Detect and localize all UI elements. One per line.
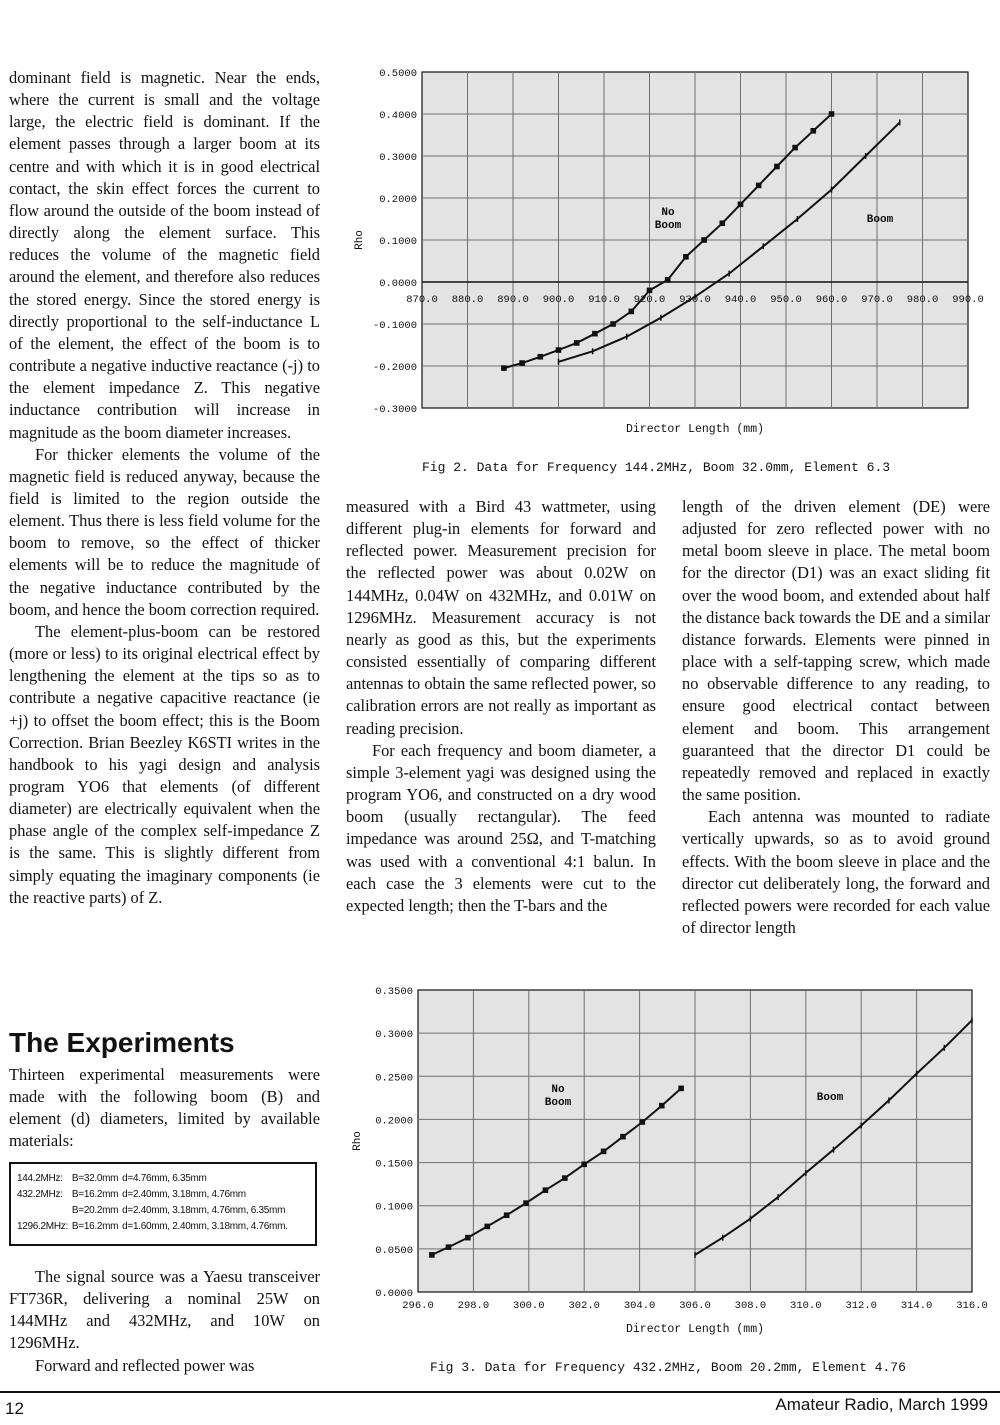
data-point <box>581 1161 587 1167</box>
x-tick-label: 900.0 <box>542 294 575 306</box>
x-tick-label: 970.0 <box>861 294 893 306</box>
table-cell: d=2.40mm, 3.18mm, 4.76mm, 6.35mm <box>122 1205 286 1216</box>
series-label: No Boom <box>654 207 682 232</box>
data-point <box>647 288 653 294</box>
measurement-table <box>17 1173 292 1237</box>
data-point <box>519 360 525 366</box>
paragraph: Thirteen experimental measurements were made with the following boom (B) and element (d) diameters, limited by available materials: <box>9 1065 320 1151</box>
y-tick-label: 0.3500 <box>375 986 413 998</box>
data-point <box>811 128 817 134</box>
figure-3-caption: Fig 3. Data for Frequency 432.2MHz, Boom 20.2mm, Element 4.76 <box>430 1360 906 1375</box>
data-point <box>610 321 616 327</box>
section-heading: The Experiments <box>9 1027 235 1058</box>
paragraph: dominant field is magnetic. Near the ends, where the current is small and the voltage large, the electric field is dominant. If the element passes through a larger boom at its centre and with which it is in good electrical contact, the skin effect forces the current to flow around the outside of the boom instead of directly along the element surface. This reduces the volume of the magnetic field around the element, and therefore also reduces the stored energy. Since the stored energy is directly proportional to the self-inductance L of the element, the effect of the boom is to contribute a negative inductive reactance (-j) to the element impedance Z. This negative inductance contribution will increase in magnitude as the boom diameter increases. <box>9 68 320 442</box>
data-point <box>504 1212 510 1218</box>
y-tick-label: 0.1500 <box>375 1158 413 1171</box>
table-row <box>17 1173 292 1189</box>
x-tick-label: 304.0 <box>623 1300 656 1312</box>
series-label: Boom <box>816 1092 844 1104</box>
data-point <box>429 1252 435 1258</box>
data-point <box>556 347 562 353</box>
table-cell: 432.2MHz: <box>17 1189 63 1200</box>
measurement-table-box <box>9 1162 317 1246</box>
table-row <box>17 1189 292 1205</box>
table-cell: d=1.60mm, 2.40mm, 3.18mm, 4.76mm. <box>122 1221 288 1232</box>
paragraph: length of the driven element (DE) were adjusted for zero reflected power with no metal boom sleeve in place. The metal boom for the director (D1) was an exact sliding fit over the wood boom, and extended about half the distance back towards the DE and a similar distance forwards. Elements were pinned in place with a self-tapping screw, which made no observable difference to any reading, to ensure good electrical contact between element and boom. This arrangement guaranteed that the director D1 could be repeatedly removed and replaced in exactly the same position. <box>682 497 990 805</box>
data-point <box>678 1086 684 1092</box>
data-point <box>792 145 798 151</box>
y-axis-label: Rho <box>352 1131 364 1151</box>
x-tick-label: 890.0 <box>497 294 529 306</box>
x-tick-label: 310.0 <box>790 1300 822 1312</box>
x-tick-label: 920.0 <box>633 294 666 306</box>
x-tick-label: 306.0 <box>679 1300 711 1312</box>
x-tick-label: 300.0 <box>513 1300 545 1312</box>
data-point <box>683 254 689 260</box>
data-point <box>543 1187 549 1193</box>
x-axis-label: Director Length (mm) <box>625 1323 765 1336</box>
table-cell: B=32.0mm <box>71 1173 119 1184</box>
x-tick-label: 880.0 <box>451 294 484 306</box>
table-row <box>17 1205 292 1221</box>
y-tick-label: 0.1000 <box>375 1201 413 1214</box>
series-label: Boom <box>866 214 894 226</box>
column-1-body <box>9 67 320 909</box>
data-point <box>484 1224 490 1230</box>
y-tick-label: 0.2500 <box>375 1072 413 1085</box>
table-cell: B=20.2mm <box>71 1205 119 1216</box>
y-tick-label: 0.2000 <box>379 194 417 206</box>
data-point <box>665 277 671 283</box>
y-tick-label: -0.1000 <box>372 320 417 332</box>
x-tick-label: 950.0 <box>770 294 802 306</box>
data-point <box>829 111 835 117</box>
journal-title: Amateur Radio, March 1999 <box>775 1395 988 1414</box>
x-tick-label: 302.0 <box>568 1300 600 1312</box>
figure-2-chart <box>340 62 990 442</box>
data-point <box>629 309 635 315</box>
x-tick-label: 980.0 <box>906 294 939 306</box>
paragraph: Forward and reflected power was <box>35 1355 255 1375</box>
x-tick-label: 940.0 <box>724 294 757 306</box>
y-tick-label: 0.0000 <box>375 1288 413 1300</box>
data-point <box>620 1134 626 1140</box>
y-tick-label: -0.2000 <box>372 362 417 374</box>
table-cell <box>17 1205 72 1221</box>
data-point <box>601 1149 607 1155</box>
y-tick-label: 0.3000 <box>375 1029 413 1042</box>
y-tick-label: 0.5000 <box>379 68 417 80</box>
column-3-body <box>682 496 990 939</box>
page-number: 12 <box>5 1399 24 1418</box>
paragraph: Each antenna was mounted to radiate vertically upwards, so as to avoid ground effects. With the boom sleeve in place and the director cut deliberately long, the forward and reflected powers were recorded for each value of director length <box>682 807 990 937</box>
data-point <box>592 331 598 337</box>
data-point <box>701 237 707 243</box>
figure-3-chart <box>340 982 990 1342</box>
paragraph: The signal source was a Yaesu transceiver FT736R, delivering a nominal 25W on 144MHz and 432MHz, and 10W on 1296MHz. <box>9 1267 320 1353</box>
x-tick-label: 990.0 <box>952 294 984 306</box>
data-point <box>738 202 744 208</box>
x-tick-label: 930.0 <box>679 294 711 306</box>
data-point <box>562 1175 568 1181</box>
data-point <box>538 354 544 360</box>
x-axis-label: Director Length (mm) <box>625 423 765 436</box>
y-tick-label: 0.4000 <box>379 110 417 122</box>
x-tick-label: 960.0 <box>815 294 848 306</box>
x-tick-label: 314.0 <box>900 1300 933 1312</box>
data-point <box>640 1119 646 1125</box>
table-cell: B=16.2mm <box>71 1189 119 1200</box>
x-tick-label: 316.0 <box>956 1300 988 1312</box>
data-point <box>501 365 507 371</box>
table-cell: B=16.2mm <box>71 1221 119 1232</box>
x-tick-label: 870.0 <box>406 294 438 306</box>
data-point <box>574 340 580 346</box>
x-tick-label: 296.0 <box>402 1300 434 1312</box>
y-axis-label: Rho <box>354 230 366 250</box>
x-tick-label: 910.0 <box>588 294 620 306</box>
paragraph: The element-plus-boom can be restored (more or less) to its original electrical effect by lengthening the element at the tips so as to contribute a negative capacitive reactance (ie +j) to offset the boom effect; this is the Boom Correction. Brian Beezley K6STI writes in the handbook to his yagi design and analysis program YO6 that elements (of different diameter) are electrically equivalent when the phase angle of the complex self-impedance Z is the same. This is slightly different from simply equating the imaginary components (ie the reactive parts) of Z. <box>9 621 320 907</box>
table-cell: d=4.76mm, 6.35mm <box>122 1173 207 1184</box>
figure-2 <box>340 62 990 442</box>
table-row <box>17 1221 292 1237</box>
y-tick-label: -0.3000 <box>372 404 417 416</box>
paragraph: For each frequency and boom diameter, a simple 3-element yagi was designed using the program YO6, and constructed on a dry wood boom (usually rectangular). The feed impedance was around 25Ω, and T-matching was used with a conventional 4:1 balun. In each case the 3 elements were cut to the expected length; then the T-bars and the <box>346 740 656 915</box>
figure-3 <box>340 982 990 1342</box>
table-cell: d=2.40mm, 3.18mm, 4.76mm <box>122 1189 246 1200</box>
data-point <box>774 164 780 170</box>
figure-2-caption: Fig 2. Data for Frequency 144.2MHz, Boom 32.0mm, Element 6.3 <box>422 460 891 475</box>
x-tick-label: 312.0 <box>845 1300 877 1312</box>
table-cell: 144.2MHz: <box>17 1173 63 1184</box>
y-tick-label: 0.0500 <box>375 1244 413 1257</box>
series-label: No Boom <box>544 1084 572 1109</box>
y-tick-label: 0.0000 <box>379 278 417 290</box>
data-point <box>446 1244 452 1250</box>
data-point <box>523 1200 529 1206</box>
y-tick-label: 0.3000 <box>379 152 417 164</box>
paragraph: For thicker elements the volume of the magnetic field is reduced anyway, because the field is limited to the region outside the element. Thus there is less field volume for the boom to remove, so the effect of thicker elements will be to reduce the magnitude of the negative inductance contributed by the boom, and hence the boom correction required. <box>9 444 320 619</box>
data-point <box>465 1235 471 1241</box>
data-point <box>756 183 762 189</box>
paragraph: measured with a Bird 43 wattmeter, using different plug-in elements for forward and reflected power. Measurement precision for the reflected power was about 0.02W on 144MHz, 0.04W on 432MHz, and 0.01W on 1296MHz. Measurement accuracy is not nearly as good as this, but the experiments consisted essentially of comparing different antennas to obtain the same reflected power, so calibration errors are not really as important as reading precision. <box>346 497 656 738</box>
data-point <box>720 220 726 226</box>
column-2-body <box>346 496 656 917</box>
data-point <box>659 1103 665 1109</box>
x-tick-label: 298.0 <box>457 1300 490 1312</box>
table-cell: 1296.2MHz: <box>17 1221 68 1232</box>
y-tick-label: 0.1000 <box>379 236 417 248</box>
footer-rule <box>0 1391 1000 1393</box>
x-tick-label: 308.0 <box>734 1300 767 1312</box>
column-1-continued <box>9 1266 320 1377</box>
y-tick-label: 0.2000 <box>375 1115 413 1128</box>
